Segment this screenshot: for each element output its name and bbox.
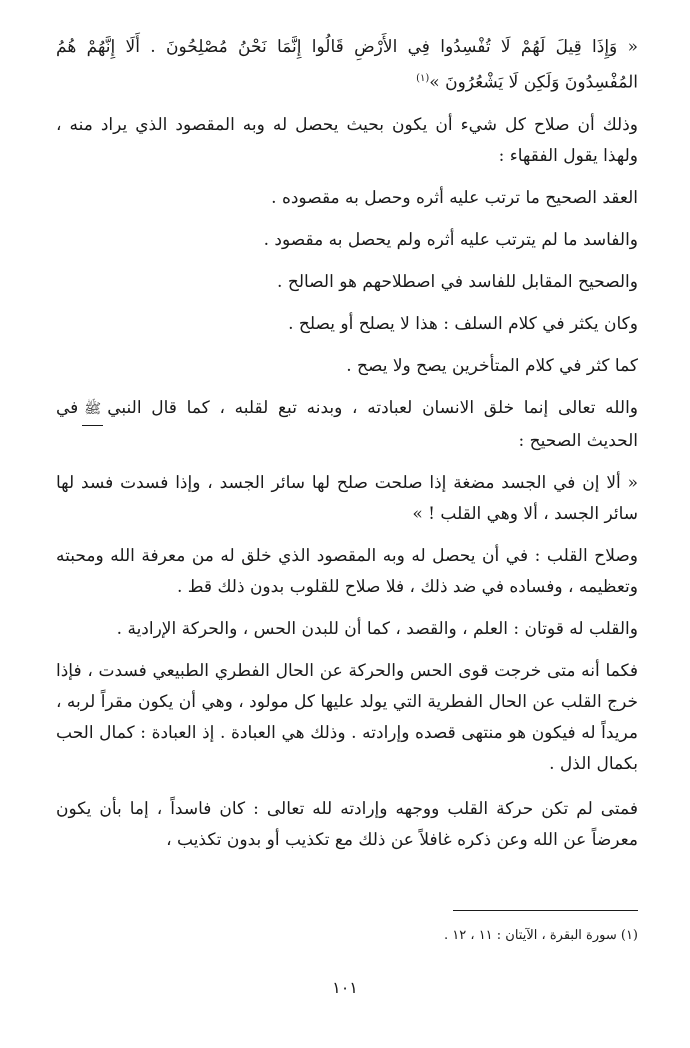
footnote: (١) سورة البقرة ، الآيتان : ١١ ، ١٢ . [443,928,638,943]
paragraph: كما كثر في كلام المتأخرين يصح ولا يصح . [346,355,638,376]
paragraph: وصلاح القلب : في أن يحصل له وبه المقصود الذي خلق له من معرفة الله ومحبته وتعظيمه ، وفساده في ضد ذلك ، فلا صلاح للقلوب بدون ذلك قط . [56,545,638,597]
paragraph: والصحيح المقابل للفاسد في اصطلاحهم هو الصالح . [277,271,638,292]
footnote-divider [453,910,638,911]
hadith-quote: « ألا إن في الجسد مضغة إذا صلحت صلح لها سائر الجسد ، وإذا فسدت فسد لها سائر الجسد ، ألا وهي القلب ! » [56,472,638,524]
paragraph: وكان يكثر في كلام السلف : هذا لا يصلح أو يصلح . [288,313,638,334]
paragraph: فكما أنه متى خرجت قوى الحس والحركة عن الحال الفطري الطبيعي فسدت ، فإذا خرج القلب عن الحال الفطرية التي يولد عليها كل مولود ، وهي أن يكون مقراً لربه ، مريداً له فيكون هو منتهى قصده وإرادته . وذلك هي العبادة . إذ العبادة : كمال الحب بكمال الذل . [56,660,638,774]
paragraph: العقد الصحيح ما ترتب عليه أثره وحصل به مقصوده . [271,187,638,208]
page-number: ١٠١ [332,978,358,997]
paragraph: فمتى لم تكن حركة القلب ووجهه وإرادته لله تعالى : كان فاسداً ، إما بأن يكون معرضاً عن الله وعن ذكره غافلاً عن ذلك مع تكذيب أو بدون تكذيب ، [56,798,638,850]
quran-verse: « وَإِذَا قِيلَ لَهُمْ لَا تُفْسِدُوا فِي الأَرْضِ قَالُوا إِنَّمَا نَحْنُ مُصْلِحُونَ . أَلَا إِنَّهُمْ هُمُ المُفْسِدُونَ وَلَكِن لَا يَشْعُرُونَ »$^{(١)}$ [56,37,638,93]
page-body [56,32,638,867]
footnote-ref: (١) [416,73,430,84]
salawat-glyph: ﷺ [82,394,103,426]
paragraph: والفاسد ما لم يترتب عليه أثره ولم يحصل به مقصود . [263,229,638,250]
hadith-intro: والله تعالى إنما خلق الانسان لعبادته ، وبدنه تبع لقلبه ، كما قال النبيﷺفي الحديث الصحيح : [56,393,638,457]
paragraph: وذلك أن صلاح كل شيء أن يكون بحيث يحصل له وبه المقصود الذي يراد منه ، ولهذا يقول الفقهاء : [56,114,638,166]
paragraph: والقلب له قوتان : العلم ، والقصد ، كما أن للبدن الحس ، والحركة الإرادية . [116,618,638,639]
